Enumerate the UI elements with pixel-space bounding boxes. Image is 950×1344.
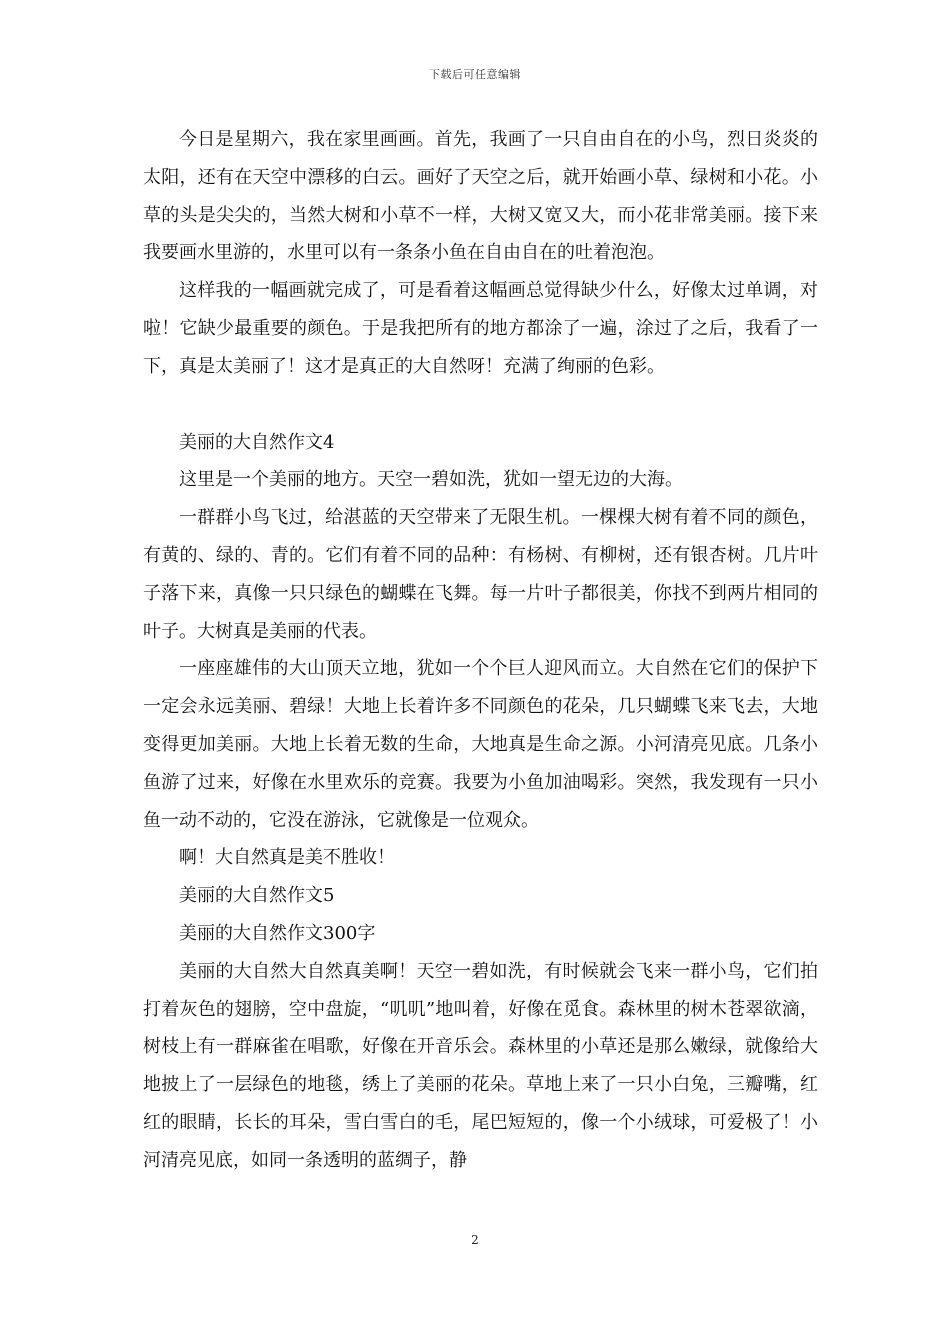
paragraph-exclamation: 啊！大自然真是美不胜收！	[179, 847, 395, 869]
paragraph-trees: 一群群小鸟飞过，给湛蓝的天空带来了无限生机。一棵棵大树有着不同的颜色，有黄的、绿的、青的。它们有着不同的品种：有杨树、有柳树，还有银杏树。几片叶子落下来，真像一只只绿色的蝴蝶在飞舞。每一片叶子都很美，你找不到两片相同的叶子。大树真是美丽的代表。	[143, 507, 818, 642]
section-heading-essay-5: 美丽的大自然作文5	[179, 885, 335, 907]
section-heading-essay-4: 美丽的大自然作文4	[179, 431, 335, 453]
paragraph-painting-colors: 这样我的一幅画就完成了，可是看着这幅画总觉得缺少什么，好像太过单调，对啦！它缺少最重要的颜色。于是我把所有的地方都涂了一遍，涂过了之后，我看了一下，真是太美丽了！这才是真正的大自然呀！充满了绚丽的色彩。	[143, 280, 818, 377]
document-body	[143, 121, 818, 1180]
section-heading-essay-300: 美丽的大自然作文300字	[179, 922, 376, 944]
page-number: 2	[471, 1233, 479, 1247]
paragraph-painting-intro: 今日是星期六，我在家里画画。首先，我画了一只自由自在的小鸟，烈日炎炎的太阳，还有在天空中漂移的白云。画好了天空之后，就开始画小草、绿树和小花。小草的头是尖尖的，当然大树和小草不一样，大树又宽又大，而小花非常美丽。接下来我要画水里游的，水里可以有一条条小鱼在自由自在的吐着泡泡。	[143, 129, 818, 264]
page-header: 下载后可任意编辑	[429, 68, 521, 81]
paragraph-sky: 这里是一个美丽的地方。天空一碧如洗，犹如一望无边的大海。	[179, 469, 683, 491]
paragraph-nature-beauty: 美丽的大自然大自然真美啊！天空一碧如洗，有时候就会飞来一群小鸟，它们拍打着灰色的翅膀，空中盘旋，“叽叽”地叫着，好像在觅食。森林里的树木苍翠欲滴，树枝上有一群麻雀在唱歌，好像在开音乐会。森林里的小草还是那么嫩绿，就像给大地披上了一层绿色的地毯，绣上了美丽的花朵。草地上来了一只小白兔，三瓣嘴，红红的眼睛，长长的耳朵，雪白雪白的毛，尾巴短短的，像一个小绒球，可爱极了！小河清亮见底，如同一条透明的蓝绸子，静	[143, 960, 818, 1171]
paragraph-mountains: 一座座雄伟的大山顶天立地，犹如一个个巨人迎风而立。大自然在它们的保护下一定会永远美丽、碧绿！大地上长着许多不同颜色的花朵，几只蝴蝶飞来飞去，大地变得更加美丽。大地上长着无数的生命，大地真是生命之源。小河清亮见底。几条小鱼游了过来，好像在水里欢乐的竞赛。我要为小鱼加油喝彩。突然，我发现有一只小鱼一动不动的，它没在游泳，它就像是一位观众。	[143, 658, 818, 831]
section-spacer	[143, 386, 818, 424]
